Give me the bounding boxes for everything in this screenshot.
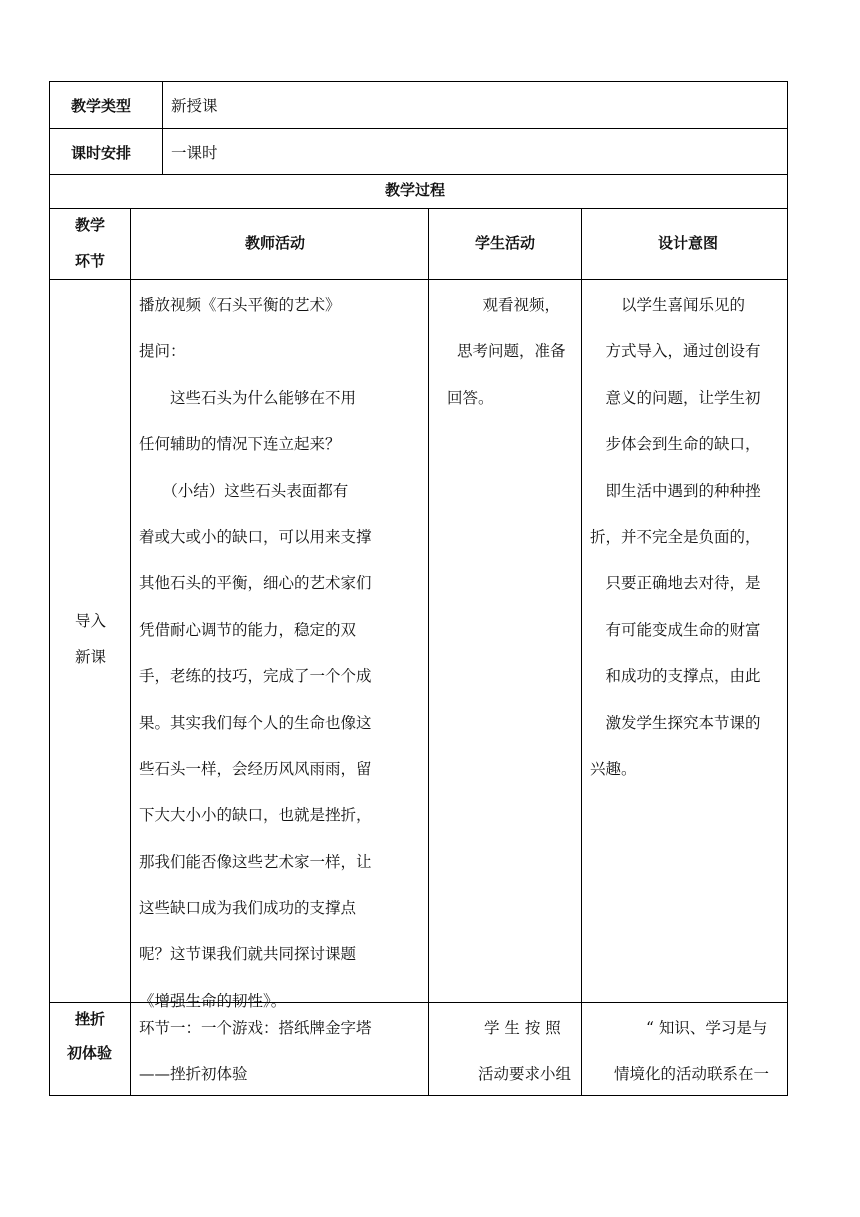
type-value: 新授课 [171, 97, 218, 115]
frustration-stage-line1: 挫折 [75, 1010, 106, 1028]
frustration-teacher-activity [139, 1018, 372, 1111]
col-divider [581, 208, 582, 1095]
text-line: 播放视频《石头平衡的艺术》 [139, 296, 341, 314]
text-line: 这些石头为什么能够在不用 [139, 388, 357, 407]
text-line: 步体会到生命的缺口， [590, 435, 761, 454]
table-border-right [787, 81, 788, 1096]
header-teacher: 教师活动 [245, 234, 306, 252]
text-line: 观看视频， [467, 296, 561, 314]
frustration-stage-line2: 初体验 [67, 1044, 113, 1062]
text-line: 折，并不完全是负面的， [590, 527, 761, 546]
intro-teacher-activity [139, 295, 372, 1037]
process-title: 教学过程 [385, 181, 446, 199]
text-line: 提问： [139, 342, 186, 361]
text-line: 方式导入，通过创设有 [590, 342, 761, 361]
row-divider [49, 208, 788, 209]
text-line: （小结）这些石头表面都有 [139, 481, 349, 500]
header-design: 设计意图 [658, 234, 719, 252]
text-line: 活动要求小组 [478, 1065, 572, 1084]
col-divider [162, 81, 163, 174]
text-line: 呢？这节课我们就共同探讨课题 [139, 945, 357, 964]
text-line: 以学生喜闻乐见的 [590, 296, 746, 314]
text-line: 《增强生命的韧性》。 [139, 991, 287, 1010]
text-line: 兴趣。 [590, 759, 637, 778]
text-line: 手，老练的技巧，完成了一个个成 [139, 667, 372, 686]
text-line: 环节一：一个游戏：搭纸牌金字塔 [139, 1019, 372, 1037]
text-line: ——挫折初体验 [139, 1065, 248, 1084]
text-line: 即生活中遇到的种种挫 [590, 481, 761, 500]
text-line: 情境化的活动联系在一 [614, 1065, 770, 1084]
text-line: 果。其实我们每个人的生命也像这 [139, 713, 372, 732]
header-stage-line2: 环节 [75, 252, 106, 270]
intro-stage-line2: 新课 [75, 648, 107, 666]
row-divider [49, 279, 788, 280]
col-divider [130, 208, 131, 1095]
row-divider [49, 128, 788, 129]
intro-student-activity [447, 295, 566, 434]
text-line: 下大大小小的缺口，也就是挫折， [139, 806, 372, 825]
text-line: 思考问题，准备 [457, 342, 566, 361]
intro-stage-line1: 导入 [75, 612, 107, 630]
text-line: 任何辅助的情况下连立起来？ [139, 435, 341, 454]
text-line: 意义的问题，让学生初 [590, 388, 761, 407]
hours-label: 课时安排 [71, 144, 132, 162]
text-line: 其他石头的平衡，细心的艺术家们 [139, 574, 372, 593]
text-line: 有可能变成生命的财富 [590, 620, 761, 639]
header-student: 学生活动 [475, 234, 536, 252]
text-line: 些石头一样，会经历风风雨雨，留 [139, 759, 372, 778]
intro-design-intent [590, 295, 761, 805]
text-line: 凭借耐心调节的能力，稳定的双 [139, 620, 357, 639]
text-line: 那我们能否像这些艺术家一样，让 [139, 852, 372, 871]
row-divider [49, 174, 788, 175]
frustration-student-activity [478, 1018, 571, 1111]
table-border-left [49, 81, 50, 1096]
hours-value: 一课时 [171, 144, 218, 162]
text-line: 这些缺口成为我们成功的支撑点 [139, 899, 357, 918]
text-line: 激发学生探究本节课的 [590, 713, 761, 732]
frustration-design-intent [614, 1018, 769, 1111]
header-stage-line1: 教学 [75, 216, 106, 234]
text-line: 着或大或小的缺口，可以用来支撑 [139, 527, 372, 546]
text-line: 只要正确地去对待，是 [590, 574, 761, 593]
col-divider [428, 208, 429, 1095]
table-border-top [49, 81, 788, 82]
text-line: “ 知识、学习是与 [646, 1019, 768, 1037]
text-line: 学 生 按 照 [484, 1019, 561, 1037]
type-label: 教学类型 [71, 97, 132, 115]
text-line: 和成功的支撑点，由此 [590, 667, 761, 686]
text-line: 回答。 [447, 388, 494, 407]
